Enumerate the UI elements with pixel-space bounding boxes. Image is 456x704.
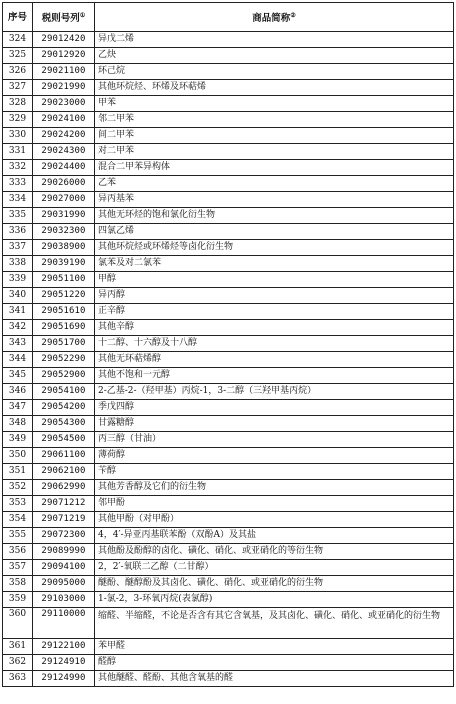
product-name-cell: 对二甲苯 — [95, 144, 454, 160]
product-name-cell: 苄醇 — [95, 464, 454, 480]
product-name-cell: 醛醇 — [95, 655, 454, 671]
table-row — [3, 288, 454, 304]
tariff-code-cell: 29038900 — [33, 240, 95, 256]
product-name-cell: 异戊二烯 — [95, 32, 454, 48]
tariff-code-cell: 29071212 — [33, 496, 95, 512]
table-row — [3, 192, 454, 208]
seq-cell: 351 — [3, 464, 33, 480]
seq-cell: 325 — [3, 48, 33, 64]
table-row — [3, 256, 454, 272]
product-name-cell: 邻二甲苯 — [95, 112, 454, 128]
product-name-cell: 异丙醇 — [95, 288, 454, 304]
seq-cell: 361 — [3, 639, 33, 655]
product-name-cell: 十二醇、十六醇及十八醇 — [95, 336, 454, 352]
table-row — [3, 32, 454, 48]
product-name-cell: 醚酚、醚醇酚及其卤化、磺化、硝化、或亚硝化的衍生物 — [95, 576, 454, 592]
seq-cell: 335 — [3, 208, 33, 224]
product-name-cell: 其他芳香醇及它们的衍生物 — [95, 480, 454, 496]
table-row — [3, 592, 454, 608]
tariff-code-cell: 29012920 — [33, 48, 95, 64]
table-row — [3, 96, 454, 112]
tariff-code-cell: 29024100 — [33, 112, 95, 128]
table-row — [3, 336, 454, 352]
product-name-cell: 正辛醇 — [95, 304, 454, 320]
tariff-code-cell: 29110000 — [33, 608, 95, 639]
table-row — [3, 240, 454, 256]
seq-cell: 344 — [3, 352, 33, 368]
seq-cell: 324 — [3, 32, 33, 48]
seq-cell: 333 — [3, 176, 33, 192]
tariff-code-cell: 29054100 — [33, 384, 95, 400]
product-name-cell: 四氯乙烯 — [95, 224, 454, 240]
seq-cell: 329 — [3, 112, 33, 128]
product-name-cell: 间二甲苯 — [95, 128, 454, 144]
table-row — [3, 368, 454, 384]
table-row — [3, 544, 454, 560]
seq-cell: 328 — [3, 96, 33, 112]
seq-cell: 359 — [3, 592, 33, 608]
seq-cell: 342 — [3, 320, 33, 336]
product-name-cell: 其他无环萜烯醇 — [95, 352, 454, 368]
seq-cell: 334 — [3, 192, 33, 208]
seq-cell: 360 — [3, 608, 33, 639]
footnote-marker: ① — [79, 11, 86, 19]
tariff-code-cell: 29039190 — [33, 256, 95, 272]
product-name-cell: 甘露糖醇 — [95, 416, 454, 432]
tariff-code-cell: 29089990 — [33, 544, 95, 560]
table-row — [3, 128, 454, 144]
header-name: 商品简称② — [95, 3, 454, 32]
tariff-code-cell: 29103000 — [33, 592, 95, 608]
tariff-code-cell: 29024200 — [33, 128, 95, 144]
seq-cell: 363 — [3, 671, 33, 687]
product-name-cell: 乙苯 — [95, 176, 454, 192]
table-row — [3, 639, 454, 655]
tariff-code-cell: 29023000 — [33, 96, 95, 112]
product-name-cell: 乙炔 — [95, 48, 454, 64]
table-row — [3, 416, 454, 432]
seq-cell: 326 — [3, 64, 33, 80]
seq-cell: 356 — [3, 544, 33, 560]
tariff-code-cell: 29051610 — [33, 304, 95, 320]
product-name-cell: 4，4′-异亚丙基联苯酚（双酚A）及其盐 — [95, 528, 454, 544]
tariff-code-cell: 29054500 — [33, 432, 95, 448]
product-name-cell: 薄荷醇 — [95, 448, 454, 464]
tariff-code-cell: 29026000 — [33, 176, 95, 192]
product-name-cell: 其他辛醇 — [95, 320, 454, 336]
table-row — [3, 480, 454, 496]
product-name-cell: 混合二甲苯异构体 — [95, 160, 454, 176]
product-name-cell: 苯甲醛 — [95, 639, 454, 655]
seq-cell: 340 — [3, 288, 33, 304]
tariff-code-cell: 29012420 — [33, 32, 95, 48]
product-name-cell: 缩醛、半缩醛，不论是否含有其它含氧基，及其卤化、磺化、硝化、或亚硝化的衍生物 — [95, 608, 454, 639]
table-row — [3, 80, 454, 96]
tariff-code-cell: 29052900 — [33, 368, 95, 384]
seq-cell: 346 — [3, 384, 33, 400]
tariff-code-cell: 29051220 — [33, 288, 95, 304]
tariff-code-cell: 29032300 — [33, 224, 95, 240]
table-row — [3, 272, 454, 288]
product-name-cell: 氯苯及对二氯苯 — [95, 256, 454, 272]
header-seq: 序号 — [3, 3, 33, 32]
product-name-cell: 邻甲酚 — [95, 496, 454, 512]
tariff-code-cell: 29061100 — [33, 448, 95, 464]
seq-cell: 336 — [3, 224, 33, 240]
product-name-cell: 异丙基苯 — [95, 192, 454, 208]
table-row — [3, 112, 454, 128]
seq-cell: 354 — [3, 512, 33, 528]
tariff-code-cell: 29051100 — [33, 272, 95, 288]
product-name-cell: 其他环烷烃、环烯及环萜烯 — [95, 80, 454, 96]
tariff-code-cell: 29051690 — [33, 320, 95, 336]
table-row — [3, 384, 454, 400]
table-row — [3, 304, 454, 320]
product-name-cell: 其他醚醛、醛酚、其他含氧基的醛 — [95, 671, 454, 687]
table-row — [3, 144, 454, 160]
seq-cell: 362 — [3, 655, 33, 671]
seq-cell: 337 — [3, 240, 33, 256]
table-header-row — [3, 3, 454, 32]
product-name-cell: 环己烷 — [95, 64, 454, 80]
product-name-cell: 1-氯-2，3-环氧丙烷(表氯醇) — [95, 592, 454, 608]
product-name-cell: 甲苯 — [95, 96, 454, 112]
table-row — [3, 496, 454, 512]
product-name-cell: 季戊四醇 — [95, 400, 454, 416]
product-name-cell: 其他环烷烃或环烯烃等卤化衍生物 — [95, 240, 454, 256]
seq-cell: 357 — [3, 560, 33, 576]
product-name-cell: 丙三醇（甘油） — [95, 432, 454, 448]
tariff-code-cell: 29024300 — [33, 144, 95, 160]
tariff-code-cell: 29052290 — [33, 352, 95, 368]
product-name-cell: 甲醇 — [95, 272, 454, 288]
tariff-code-cell: 29027000 — [33, 192, 95, 208]
table-row — [3, 576, 454, 592]
table-row — [3, 224, 454, 240]
table-row — [3, 160, 454, 176]
table-row — [3, 432, 454, 448]
tariff-code-cell: 29124990 — [33, 671, 95, 687]
seq-cell: 355 — [3, 528, 33, 544]
table-row — [3, 208, 454, 224]
seq-cell: 347 — [3, 400, 33, 416]
tariff-code-cell: 29124910 — [33, 655, 95, 671]
table-row — [3, 400, 454, 416]
tariff-code-cell: 29094100 — [33, 560, 95, 576]
seq-cell: 327 — [3, 80, 33, 96]
product-name-cell: 2-乙基-2-（羟甲基）丙烷-1，3-二醇（三羟甲基丙烷） — [95, 384, 454, 400]
table-row — [3, 320, 454, 336]
seq-cell: 330 — [3, 128, 33, 144]
tariff-code-cell: 29071219 — [33, 512, 95, 528]
seq-cell: 349 — [3, 432, 33, 448]
tariff-code-cell: 29031990 — [33, 208, 95, 224]
tariff-code-cell: 29072300 — [33, 528, 95, 544]
seq-cell: 352 — [3, 480, 33, 496]
product-name-cell: 2，2′-氧联二乙醇（二甘醇） — [95, 560, 454, 576]
table-row — [3, 448, 454, 464]
table-row — [3, 655, 454, 671]
seq-cell: 338 — [3, 256, 33, 272]
table-row — [3, 608, 454, 639]
tariff-code-cell: 29095000 — [33, 576, 95, 592]
table-row — [3, 352, 454, 368]
seq-cell: 345 — [3, 368, 33, 384]
seq-cell: 358 — [3, 576, 33, 592]
seq-cell: 331 — [3, 144, 33, 160]
tariff-code-cell: 29062990 — [33, 480, 95, 496]
tariff-code-cell: 29122100 — [33, 639, 95, 655]
table-row — [3, 176, 454, 192]
product-name-cell: 其他酚及酚醇的卤化、磺化、硝化、或亚硝化的等衍生物 — [95, 544, 454, 560]
tariff-table — [2, 2, 454, 687]
footnote-marker: ② — [290, 11, 296, 19]
seq-cell: 348 — [3, 416, 33, 432]
product-name-cell: 其他甲酚（对甲酚） — [95, 512, 454, 528]
tariff-code-cell: 29062100 — [33, 464, 95, 480]
seq-cell: 339 — [3, 272, 33, 288]
table-row — [3, 512, 454, 528]
seq-cell: 343 — [3, 336, 33, 352]
table-row — [3, 528, 454, 544]
tariff-code-cell: 29054200 — [33, 400, 95, 416]
tariff-code-cell: 29054300 — [33, 416, 95, 432]
product-name-cell: 其他不饱和一元醇 — [95, 368, 454, 384]
header-tariff: 税则号列① — [33, 3, 95, 32]
seq-cell: 353 — [3, 496, 33, 512]
table-row — [3, 464, 454, 480]
tariff-code-cell: 29051700 — [33, 336, 95, 352]
table-row — [3, 48, 454, 64]
table-row — [3, 560, 454, 576]
product-name-cell: 其他无环烃的饱和氯化衍生物 — [95, 208, 454, 224]
tariff-code-cell: 29021100 — [33, 64, 95, 80]
seq-cell: 341 — [3, 304, 33, 320]
seq-cell: 332 — [3, 160, 33, 176]
table-row — [3, 671, 454, 687]
table-row — [3, 64, 454, 80]
seq-cell: 350 — [3, 448, 33, 464]
tariff-code-cell: 29021990 — [33, 80, 95, 96]
tariff-code-cell: 29024400 — [33, 160, 95, 176]
